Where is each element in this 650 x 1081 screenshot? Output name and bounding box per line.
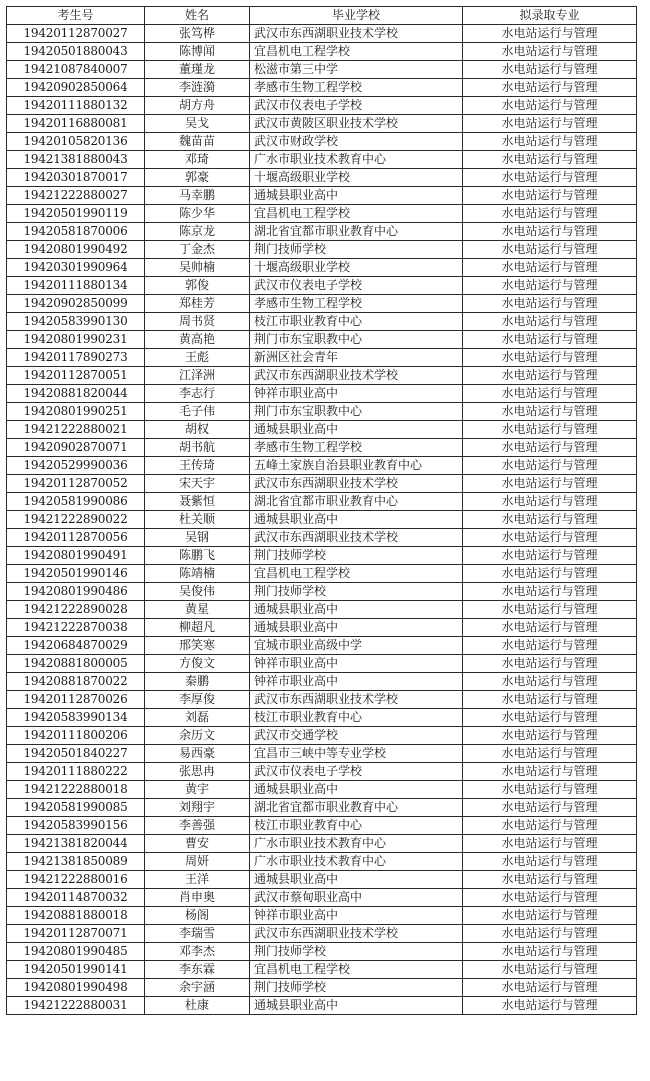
table-row — [7, 835, 637, 853]
cell-major: 水电站运行与管理 — [463, 403, 637, 421]
cell-major: 水电站运行与管理 — [463, 367, 637, 385]
table-row — [7, 367, 637, 385]
cell-major: 水电站运行与管理 — [463, 241, 637, 259]
cell-exam-id: 19421381880043 — [7, 151, 145, 169]
cell-name: 吴戈 — [145, 115, 250, 133]
cell-exam-id: 19421222880031 — [7, 997, 145, 1015]
cell-name: 魏苗苗 — [145, 133, 250, 151]
cell-name: 陈鹏飞 — [145, 547, 250, 565]
table-row — [7, 493, 637, 511]
cell-exam-id: 19420902850064 — [7, 79, 145, 97]
table-row — [7, 799, 637, 817]
cell-exam-id: 19420801990486 — [7, 583, 145, 601]
cell-name: 吴钢 — [145, 529, 250, 547]
cell-name: 陈靖楠 — [145, 565, 250, 583]
cell-exam-id: 19420881800005 — [7, 655, 145, 673]
cell-major: 水电站运行与管理 — [463, 763, 637, 781]
cell-exam-id: 19420902870071 — [7, 439, 145, 457]
cell-school: 新洲区社会青年 — [250, 349, 463, 367]
table-row — [7, 223, 637, 241]
cell-exam-id: 19420501990146 — [7, 565, 145, 583]
cell-name: 黄宇 — [145, 781, 250, 799]
cell-name: 陈少华 — [145, 205, 250, 223]
cell-school: 孝感市生物工程学校 — [250, 295, 463, 313]
cell-school: 钟祥市职业高中 — [250, 655, 463, 673]
table-row — [7, 403, 637, 421]
cell-major: 水电站运行与管理 — [463, 205, 637, 223]
cell-name: 王彪 — [145, 349, 250, 367]
cell-name: 胡书航 — [145, 439, 250, 457]
cell-exam-id: 19420105820136 — [7, 133, 145, 151]
cell-school: 宜昌机电工程学校 — [250, 205, 463, 223]
cell-exam-id: 19420117890273 — [7, 349, 145, 367]
table-row — [7, 637, 637, 655]
table-row — [7, 439, 637, 457]
table-row — [7, 421, 637, 439]
cell-exam-id: 19420501880043 — [7, 43, 145, 61]
table-row — [7, 331, 637, 349]
cell-major: 水电站运行与管理 — [463, 817, 637, 835]
cell-school: 武汉市交通学校 — [250, 727, 463, 745]
cell-major: 水电站运行与管理 — [463, 25, 637, 43]
cell-major: 水电站运行与管理 — [463, 709, 637, 727]
cell-major: 水电站运行与管理 — [463, 223, 637, 241]
cell-school: 广水市职业技术教育中心 — [250, 151, 463, 169]
cell-name: 邓李杰 — [145, 943, 250, 961]
cell-school: 枝江市职业教育中心 — [250, 709, 463, 727]
cell-school: 广水市职业技术教育中心 — [250, 835, 463, 853]
cell-exam-id: 19420112870027 — [7, 25, 145, 43]
cell-major: 水电站运行与管理 — [463, 943, 637, 961]
cell-major: 水电站运行与管理 — [463, 997, 637, 1015]
cell-exam-id: 19421222880021 — [7, 421, 145, 439]
cell-exam-id: 19420684870029 — [7, 637, 145, 655]
cell-name: 吴帅楠 — [145, 259, 250, 277]
cell-exam-id: 19421087840007 — [7, 61, 145, 79]
cell-school: 武汉市黄陂区职业技术学校 — [250, 115, 463, 133]
cell-major: 水电站运行与管理 — [463, 493, 637, 511]
cell-exam-id: 19420114870032 — [7, 889, 145, 907]
cell-major: 水电站运行与管理 — [463, 547, 637, 565]
cell-school: 通城县职业高中 — [250, 997, 463, 1015]
cell-exam-id: 19420301870017 — [7, 169, 145, 187]
table-row — [7, 925, 637, 943]
cell-school: 宜昌机电工程学校 — [250, 961, 463, 979]
cell-name: 董瑾龙 — [145, 61, 250, 79]
cell-exam-id: 19420529990036 — [7, 457, 145, 475]
cell-exam-id: 19420501840227 — [7, 745, 145, 763]
cell-name: 黄星 — [145, 601, 250, 619]
cell-exam-id: 19420801990492 — [7, 241, 145, 259]
cell-school: 武汉市东西湖职业技术学校 — [250, 475, 463, 493]
cell-exam-id: 19420881870022 — [7, 673, 145, 691]
cell-school: 五峰土家族自治县职业教育中心 — [250, 457, 463, 475]
cell-name: 李东霖 — [145, 961, 250, 979]
table-row — [7, 43, 637, 61]
cell-name: 秦鹏 — [145, 673, 250, 691]
cell-exam-id: 19420116880081 — [7, 115, 145, 133]
cell-name: 李善强 — [145, 817, 250, 835]
cell-name: 李厚俊 — [145, 691, 250, 709]
table-row — [7, 385, 637, 403]
cell-major: 水电站运行与管理 — [463, 79, 637, 97]
cell-school: 湖北省宜都市职业教育中心 — [250, 223, 463, 241]
cell-school: 武汉市蔡甸职业高中 — [250, 889, 463, 907]
cell-school: 钟祥市职业高中 — [250, 907, 463, 925]
cell-school: 武汉市东西湖职业技术学校 — [250, 691, 463, 709]
cell-exam-id: 19421381850089 — [7, 853, 145, 871]
cell-name: 刘磊 — [145, 709, 250, 727]
cell-school: 枝江市职业教育中心 — [250, 817, 463, 835]
cell-name: 易西豪 — [145, 745, 250, 763]
cell-exam-id: 19420111880222 — [7, 763, 145, 781]
cell-name: 曹安 — [145, 835, 250, 853]
cell-exam-id: 19420801990491 — [7, 547, 145, 565]
admission-table — [6, 6, 637, 1015]
cell-major: 水电站运行与管理 — [463, 115, 637, 133]
cell-exam-id: 19421381820044 — [7, 835, 145, 853]
cell-major: 水电站运行与管理 — [463, 457, 637, 475]
table-row — [7, 943, 637, 961]
cell-school: 通城县职业高中 — [250, 421, 463, 439]
cell-exam-id: 19421222870038 — [7, 619, 145, 637]
cell-school: 孝感市生物工程学校 — [250, 439, 463, 457]
cell-school: 荆门市东宝职教中心 — [250, 331, 463, 349]
admission-list-sheet — [6, 6, 636, 1015]
cell-major: 水电站运行与管理 — [463, 655, 637, 673]
cell-name: 肖申奥 — [145, 889, 250, 907]
table-row — [7, 169, 637, 187]
cell-name: 马幸鹏 — [145, 187, 250, 205]
cell-major: 水电站运行与管理 — [463, 925, 637, 943]
cell-exam-id: 19420112870071 — [7, 925, 145, 943]
cell-exam-id: 19420583990130 — [7, 313, 145, 331]
cell-school: 通城县职业高中 — [250, 781, 463, 799]
cell-name: 黄高艳 — [145, 331, 250, 349]
cell-major: 水电站运行与管理 — [463, 691, 637, 709]
table-row — [7, 889, 637, 907]
cell-school: 武汉市东西湖职业技术学校 — [250, 925, 463, 943]
cell-name: 郭俊 — [145, 277, 250, 295]
cell-school: 钟祥市职业高中 — [250, 385, 463, 403]
table-row — [7, 349, 637, 367]
cell-exam-id: 19420501990141 — [7, 961, 145, 979]
cell-school: 湖北省宜都市职业教育中心 — [250, 799, 463, 817]
cell-major: 水电站运行与管理 — [463, 637, 637, 655]
cell-exam-id: 19420581990085 — [7, 799, 145, 817]
table-row — [7, 727, 637, 745]
table-row — [7, 601, 637, 619]
table-row — [7, 709, 637, 727]
cell-name: 陈博闻 — [145, 43, 250, 61]
cell-major: 水电站运行与管理 — [463, 727, 637, 745]
table-row — [7, 583, 637, 601]
cell-exam-id: 19420881880018 — [7, 907, 145, 925]
cell-school: 通城县职业高中 — [250, 619, 463, 637]
cell-exam-id: 19420112870026 — [7, 691, 145, 709]
table-row — [7, 133, 637, 151]
cell-major: 水电站运行与管理 — [463, 745, 637, 763]
cell-school: 武汉市仪表电子学校 — [250, 277, 463, 295]
table-row — [7, 871, 637, 889]
cell-school: 荆门技师学校 — [250, 979, 463, 997]
table-row — [7, 619, 637, 637]
cell-school: 通城县职业高中 — [250, 601, 463, 619]
cell-school: 武汉市东西湖职业技术学校 — [250, 529, 463, 547]
cell-major: 水电站运行与管理 — [463, 259, 637, 277]
table-row — [7, 457, 637, 475]
table-row — [7, 475, 637, 493]
cell-school: 枝江市职业教育中心 — [250, 313, 463, 331]
cell-exam-id: 19421222880016 — [7, 871, 145, 889]
cell-exam-id: 19420581990086 — [7, 493, 145, 511]
table-row — [7, 817, 637, 835]
cell-name: 邓琦 — [145, 151, 250, 169]
cell-exam-id: 19420111880132 — [7, 97, 145, 115]
cell-school: 钟祥市职业高中 — [250, 673, 463, 691]
cell-major: 水电站运行与管理 — [463, 511, 637, 529]
table-row — [7, 853, 637, 871]
cell-exam-id: 19420112870056 — [7, 529, 145, 547]
cell-major: 水电站运行与管理 — [463, 961, 637, 979]
table-row — [7, 745, 637, 763]
cell-name: 方俊文 — [145, 655, 250, 673]
cell-school: 荆门技师学校 — [250, 241, 463, 259]
cell-major: 水电站运行与管理 — [463, 673, 637, 691]
cell-major: 水电站运行与管理 — [463, 475, 637, 493]
table-row — [7, 979, 637, 997]
cell-name: 周妍 — [145, 853, 250, 871]
table-row — [7, 187, 637, 205]
cell-major: 水电站运行与管理 — [463, 979, 637, 997]
table-row — [7, 907, 637, 925]
cell-major: 水电站运行与管理 — [463, 61, 637, 79]
table-row — [7, 997, 637, 1015]
cell-major: 水电站运行与管理 — [463, 853, 637, 871]
cell-exam-id: 19420583990134 — [7, 709, 145, 727]
cell-major: 水电站运行与管理 — [463, 187, 637, 205]
table-row — [7, 673, 637, 691]
cell-name: 胡权 — [145, 421, 250, 439]
cell-major: 水电站运行与管理 — [463, 583, 637, 601]
cell-exam-id: 19420301990964 — [7, 259, 145, 277]
cell-exam-id: 19420501990119 — [7, 205, 145, 223]
cell-school: 十堰高级职业学校 — [250, 169, 463, 187]
cell-name: 吴俊伟 — [145, 583, 250, 601]
cell-name: 李志行 — [145, 385, 250, 403]
cell-major: 水电站运行与管理 — [463, 601, 637, 619]
table-row — [7, 313, 637, 331]
cell-name: 杨阁 — [145, 907, 250, 925]
table-row — [7, 205, 637, 223]
cell-major: 水电站运行与管理 — [463, 349, 637, 367]
cell-school: 通城县职业高中 — [250, 187, 463, 205]
cell-major: 水电站运行与管理 — [463, 97, 637, 115]
table-row — [7, 511, 637, 529]
cell-exam-id: 19420801990498 — [7, 979, 145, 997]
cell-name: 江泽洲 — [145, 367, 250, 385]
cell-exam-id: 19420111880134 — [7, 277, 145, 295]
cell-major: 水电站运行与管理 — [463, 313, 637, 331]
cell-major: 水电站运行与管理 — [463, 781, 637, 799]
cell-school: 武汉市财政学校 — [250, 133, 463, 151]
cell-major: 水电站运行与管理 — [463, 133, 637, 151]
cell-school: 宜昌机电工程学校 — [250, 43, 463, 61]
table-row — [7, 781, 637, 799]
cell-major: 水电站运行与管理 — [463, 889, 637, 907]
table-row — [7, 295, 637, 313]
cell-school: 十堰高级职业学校 — [250, 259, 463, 277]
table-row — [7, 259, 637, 277]
cell-major: 水电站运行与管理 — [463, 169, 637, 187]
cell-major: 水电站运行与管理 — [463, 295, 637, 313]
cell-name: 聂紫恒 — [145, 493, 250, 511]
cell-major: 水电站运行与管理 — [463, 871, 637, 889]
cell-name: 周书贤 — [145, 313, 250, 331]
header-school: 毕业学校 — [250, 7, 463, 25]
cell-school: 通城县职业高中 — [250, 871, 463, 889]
table-row — [7, 691, 637, 709]
table-body — [7, 25, 637, 1015]
table-row — [7, 961, 637, 979]
cell-major: 水电站运行与管理 — [463, 619, 637, 637]
cell-name: 刘翔宇 — [145, 799, 250, 817]
cell-school: 荆门技师学校 — [250, 547, 463, 565]
cell-exam-id: 19420902850099 — [7, 295, 145, 313]
table-row — [7, 655, 637, 673]
cell-major: 水电站运行与管理 — [463, 439, 637, 457]
header-name: 姓名 — [145, 7, 250, 25]
cell-major: 水电站运行与管理 — [463, 277, 637, 295]
cell-school: 荆门技师学校 — [250, 943, 463, 961]
cell-name: 毛子伟 — [145, 403, 250, 421]
table-row — [7, 61, 637, 79]
cell-exam-id: 19421222880018 — [7, 781, 145, 799]
cell-exam-id: 19420801990251 — [7, 403, 145, 421]
cell-exam-id: 19420111800206 — [7, 727, 145, 745]
cell-exam-id: 19421222890022 — [7, 511, 145, 529]
cell-major: 水电站运行与管理 — [463, 799, 637, 817]
cell-major: 水电站运行与管理 — [463, 385, 637, 403]
cell-major: 水电站运行与管理 — [463, 43, 637, 61]
table-row — [7, 115, 637, 133]
cell-exam-id: 19420583990156 — [7, 817, 145, 835]
header-exam-id: 考生号 — [7, 7, 145, 25]
table-row — [7, 25, 637, 43]
cell-school: 宜城市职业高级中学 — [250, 637, 463, 655]
table-row — [7, 97, 637, 115]
cell-school: 通城县职业高中 — [250, 511, 463, 529]
cell-school: 荆门技师学校 — [250, 583, 463, 601]
cell-name: 李瑞雪 — [145, 925, 250, 943]
table-row — [7, 151, 637, 169]
cell-exam-id: 19420112870051 — [7, 367, 145, 385]
cell-exam-id: 19421222880027 — [7, 187, 145, 205]
table-row — [7, 529, 637, 547]
cell-name: 杜康 — [145, 997, 250, 1015]
cell-name: 郑桂芳 — [145, 295, 250, 313]
cell-name: 李涟漪 — [145, 79, 250, 97]
cell-name: 张思冉 — [145, 763, 250, 781]
cell-exam-id: 19420801990231 — [7, 331, 145, 349]
cell-exam-id: 19420112870052 — [7, 475, 145, 493]
cell-school: 湖北省宜都市职业教育中心 — [250, 493, 463, 511]
cell-school: 宜昌市三峡中等专业学校 — [250, 745, 463, 763]
cell-major: 水电站运行与管理 — [463, 565, 637, 583]
table-row — [7, 763, 637, 781]
header-major: 拟录取专业 — [463, 7, 637, 25]
cell-exam-id: 19421222890028 — [7, 601, 145, 619]
table-row — [7, 79, 637, 97]
cell-school: 松滋市第三中学 — [250, 61, 463, 79]
cell-school: 武汉市东西湖职业技术学校 — [250, 367, 463, 385]
table-row — [7, 547, 637, 565]
cell-school: 广水市职业技术教育中心 — [250, 853, 463, 871]
cell-school: 宜昌机电工程学校 — [250, 565, 463, 583]
cell-name: 宋天宇 — [145, 475, 250, 493]
cell-exam-id: 19420581870006 — [7, 223, 145, 241]
cell-name: 杜关顺 — [145, 511, 250, 529]
cell-exam-id: 19420881820044 — [7, 385, 145, 403]
cell-name: 余宇涵 — [145, 979, 250, 997]
table-row — [7, 277, 637, 295]
cell-name: 张笃桦 — [145, 25, 250, 43]
cell-name: 丁金杰 — [145, 241, 250, 259]
cell-name: 陈京龙 — [145, 223, 250, 241]
cell-name: 郭豪 — [145, 169, 250, 187]
table-row — [7, 241, 637, 259]
table-row — [7, 565, 637, 583]
cell-major: 水电站运行与管理 — [463, 151, 637, 169]
table-header-row — [7, 7, 637, 25]
cell-name: 王传琦 — [145, 457, 250, 475]
cell-name: 胡方舟 — [145, 97, 250, 115]
cell-major: 水电站运行与管理 — [463, 421, 637, 439]
cell-school: 武汉市仪表电子学校 — [250, 763, 463, 781]
cell-school: 武汉市东西湖职业技术学校 — [250, 25, 463, 43]
cell-name: 邢笑寒 — [145, 637, 250, 655]
cell-school: 孝感市生物工程学校 — [250, 79, 463, 97]
cell-name: 王洋 — [145, 871, 250, 889]
cell-major: 水电站运行与管理 — [463, 835, 637, 853]
cell-major: 水电站运行与管理 — [463, 529, 637, 547]
cell-school: 武汉市仪表电子学校 — [250, 97, 463, 115]
cell-exam-id: 19420801990485 — [7, 943, 145, 961]
cell-major: 水电站运行与管理 — [463, 907, 637, 925]
cell-school: 荆门市东宝职教中心 — [250, 403, 463, 421]
cell-name: 柳超凡 — [145, 619, 250, 637]
cell-name: 余历文 — [145, 727, 250, 745]
cell-major: 水电站运行与管理 — [463, 331, 637, 349]
